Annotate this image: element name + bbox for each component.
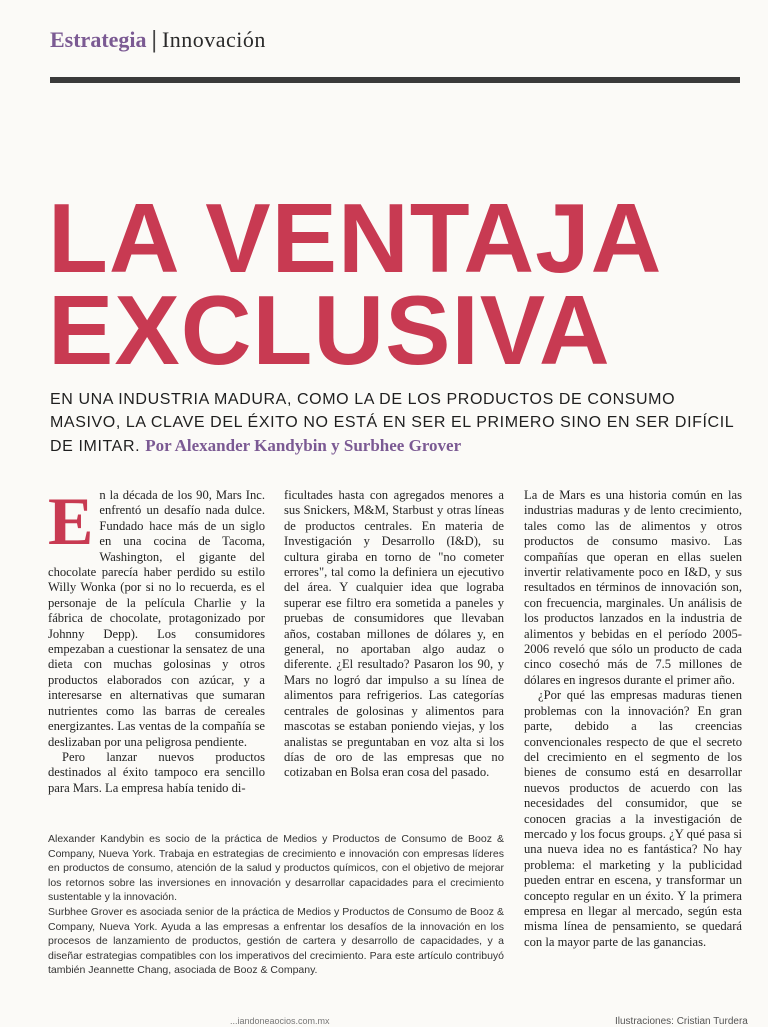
- paragraph: n la década de los 90, Mars Inc. enfrentó un desafío nada dulce. Fundado hace más de un siglo en una cocina de Tacoma, Washington, el gigante del chocolate parecía haber perdido su estilo Willy Wonka (por si no lo recuerda, es el personaje de la película Charlie y la fábrica de chocolate, protagonizado por Johnny Depp). Los consumidores empezaban a cuestionar la sensatez de una dieta con muchas golosinas y otros productos elaborados con azúcar, y a interesarse en alternativas que sumaran nutrientes como las barras de cereales energizantes. Las ventas de la compañía se deslizaban por una peligrosa pendiente.: [48, 488, 265, 749]
- dek-text: EN UNA INDUSTRIA MADURA, COMO LA DE LOS PRODUCTOS DE CONSUMO MASIVO, LA CLAVE DEL ÉXITO NO ESTÁ EN SER EL PRIMERO SINO EN SER DIFÍCIL DE IMITAR.: [50, 391, 734, 455]
- title-line-1: LA VENTAJA: [48, 183, 663, 293]
- drop-cap: E: [48, 483, 94, 559]
- author-bio: Alexander Kandybin es socio de la práctica de Medios y Productos de Consumo de Booz & Company, Nueva York. Trabaja en estrategias de crecimiento e innovación con empresas líderes en productos de consumo, atención de la salud y productos químicos, con el objetivo de mejorar los retornos sobre las inversiones en innovación y desarrollar capacidades para el crecimiento sustentable y la innovación.: [48, 833, 504, 904]
- paragraph: ¿Por qué las empresas maduras tienen problemas con la innovación? En gran parte, debido a las creencias convencionales respecto de que el secreto del crecimiento en el segmento de los bienes de consumo está en desarrollar nuevos productos de acuerdo con las necesidades del consumidor, que se conocen gracias a la investigación de mercado y los focus groups. ¿Y qué pasa si una nueva idea no es fantástica? No hay problema: el marketing y la publicidad pueden entrar en escena, y transformar un concepto regular en un éxito. Y la primera empresa en llegar al mercado, según esta misma línea de pensamiento, se quedará con la mayor parte de las ganancias.: [524, 688, 742, 949]
- author-bio: Surbhee Grover es asociada senior de la práctica de Medios y Productos de Consumo de Booz & Company, Nueva York. Ayuda a las empresas a enfrentar los desafíos de la innovación en los procesos de lanzamiento de productos, gestión de cartera y desarrollo de capacidades, y a diseñar estrategias compatibles con los imperativos del crecimiento. Para este artículo contribuyó también Jeannette Chang, asociada de Booz & Company.: [48, 905, 504, 977]
- section-label: Estrategia: [50, 27, 147, 52]
- title-line-2: EXCLUSIVA: [48, 275, 611, 385]
- body-column-1: [48, 483, 265, 796]
- author-bios: [48, 832, 504, 978]
- header-separator: |: [150, 28, 158, 53]
- body-column-3: [524, 488, 742, 950]
- header-rule: [50, 77, 740, 83]
- byline: Por Alexander Kandybin y Surbhee Grover: [145, 436, 462, 455]
- footer-url: ...iandoneaocios.com.mx: [230, 1016, 330, 1026]
- body-column-2: [284, 488, 504, 781]
- paragraph: La de Mars es una historia común en las industrias maduras y de lento crecimiento, tales como las de alimentos y otros productos de consumo masivo. Las compañías que operan en ellas suelen invertir relativamente poco en I&D, y sus resultados en términos de innovación son, con frecuencia, marginales. Un análisis de los productos lanzados en la industria de alimentos y bebidas en el período 2005-2006 reveló que sólo un producto de cada cinco cosechó más de 7.5 millones de dólares en ingresos durante el primer año.: [524, 488, 742, 687]
- illustration-credit: Ilustraciones: Cristian Turdera: [615, 1016, 748, 1027]
- article-title: [48, 183, 738, 385]
- article-dek: [50, 388, 740, 458]
- paragraph: Pero lanzar nuevos productos destinados al éxito tampoco era sencillo para Mars. La empresa había tenido di-: [48, 749, 265, 795]
- paragraph: ficultades hasta con agregados menores a sus Snickers, M&M, Starbust y otras líneas de productos centrales. En materia de Investigación y Desarrollo (I&D), su cultura giraba en torno de "no cometer errores", tal como la definiera un ejecutivo del área. Y cualquier idea que lograba superar ese filtro era sometida a paneles y pruebas de consumidores que llevaban años, costaban millones de dólares y, en general, no aportaban algo audaz o diferente. ¿El resultado? Pasaron los 90, y Mars no logró dar impulso a su línea de alimentos para refrigerios. Las categorías centrales de golosinas y alimentos para mascotas se estaban poniendo viejas, y los analistas se preguntaban en voz alta si los días de oro de las empresas que no cotizaban en Bolsa eran cosa del pasado.: [284, 488, 504, 780]
- section-header: [50, 26, 266, 55]
- subsection-label: Innovación: [161, 27, 266, 52]
